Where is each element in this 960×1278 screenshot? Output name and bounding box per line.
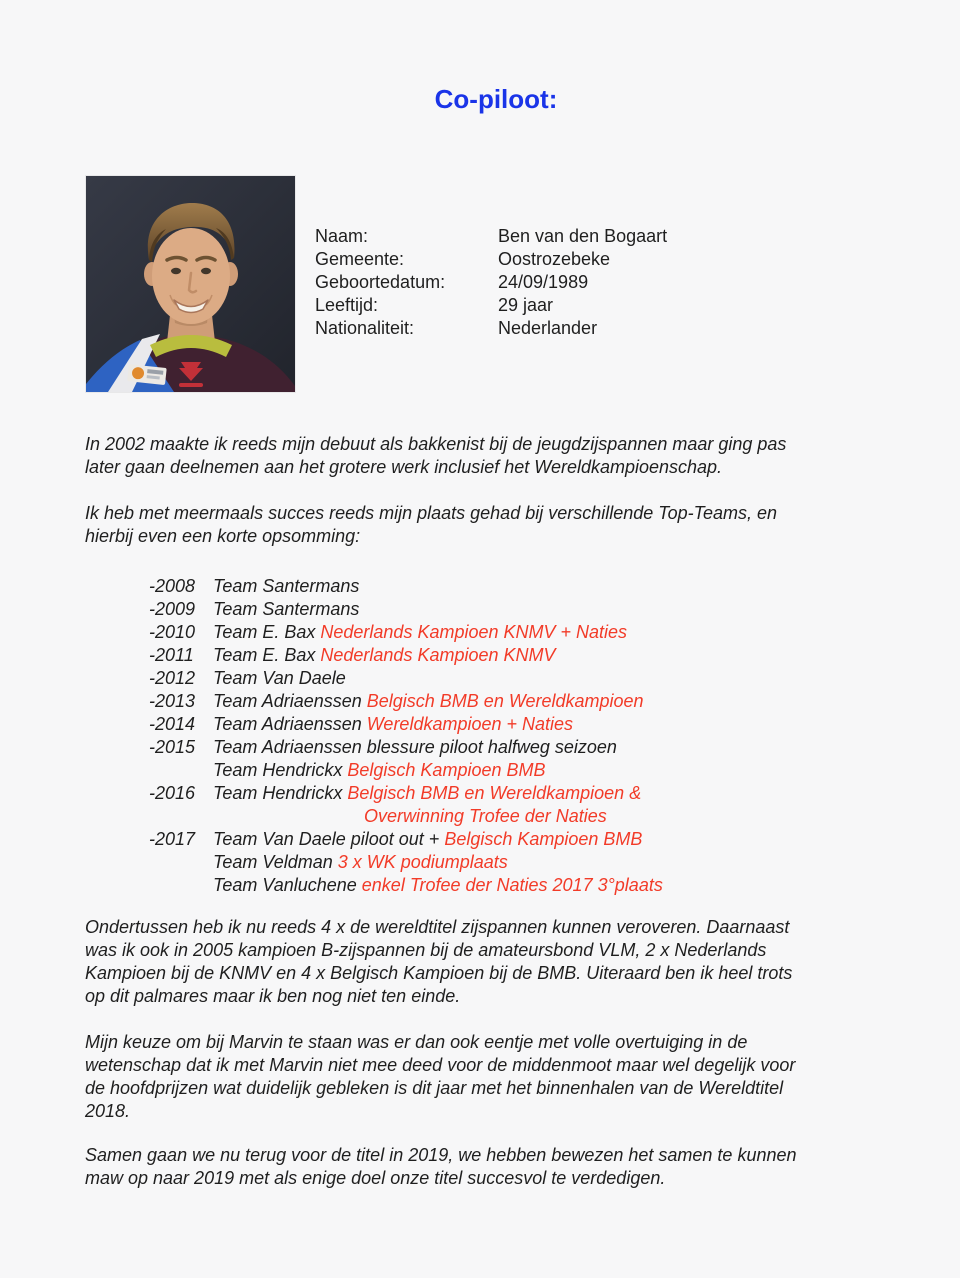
paragraph-line: later gaan deelnemen aan het grotere werk inclusief het Wereldkampioenschap. — [85, 457, 723, 477]
paragraph-marvin-choice — [85, 1031, 795, 1123]
career-year: -2011 — [149, 645, 194, 665]
page-title: Co-piloot: — [434, 84, 558, 114]
career-row — [149, 575, 663, 598]
career-team: Team Van Daele — [213, 668, 346, 688]
career-award: Belgisch BMB en Wereldkampioen — [366, 691, 644, 711]
career-year: -2015 — [149, 737, 196, 757]
paragraph-line: maw op naar 2019 met als enige doel onze titel succesvol te verdedigen. — [85, 1168, 666, 1188]
paragraph-teams-intro — [85, 502, 777, 548]
career-year — [149, 759, 213, 782]
career-year: -2008 — [149, 576, 196, 596]
profile-label-geboortedatum: Geboortedatum: — [315, 272, 446, 292]
career-year: -2009 — [149, 599, 196, 619]
career-year: -2010 — [149, 622, 196, 642]
career-award: Wereldkampioen + Naties — [366, 714, 574, 734]
career-team: Team Adriaenssen — [213, 691, 362, 711]
profile-row — [315, 248, 667, 271]
career-team: Team Van Daele piloot out + — [213, 829, 440, 849]
profile-row — [315, 294, 667, 317]
profile-value-naam: Ben van den Bogaart — [498, 226, 668, 246]
paragraph-debut — [85, 433, 786, 479]
profile-label-naam: Naam: — [315, 226, 369, 246]
paragraph-palmares — [85, 916, 792, 1008]
paragraph-line: was ik ook in 2005 kampioen B-zijspannen bij de amateursbond VLM, 2 x Nederlands — [85, 940, 767, 960]
portrait-illustration — [86, 176, 295, 392]
profile-value-gemeente: Oostrozebeke — [498, 249, 611, 269]
paragraph-line: hierbij even een korte opsomming: — [85, 526, 361, 546]
career-award: Belgisch BMB en Wereldkampioen & — [347, 783, 642, 803]
career-year — [149, 851, 213, 874]
career-row — [149, 667, 663, 690]
profile-value-nationaliteit: Nederlander — [498, 318, 598, 338]
career-row — [149, 598, 663, 621]
career-row — [149, 759, 663, 782]
career-row — [149, 851, 663, 874]
co-pilot-photo — [86, 176, 295, 392]
paragraph-line: wetenschap dat ik met Marvin niet mee deed voor de middenmoot maar wel degelijk voor — [85, 1055, 796, 1075]
career-team: Team Santermans — [213, 576, 360, 596]
career-year: -2016 — [149, 783, 196, 803]
profile-label-leeftijd: Leeftijd: — [315, 295, 379, 315]
career-team: Team Adriaenssen blessure piloot halfweg seizoen — [213, 737, 617, 757]
profile-info — [315, 225, 667, 340]
career-row — [149, 644, 663, 667]
profile-row — [315, 225, 667, 248]
career-award: Overwinning Trofee der Naties — [364, 806, 607, 826]
career-row-continuation — [149, 805, 663, 828]
profile-value-geboortedatum: 24/09/1989 — [498, 272, 589, 292]
career-year: -2014 — [149, 714, 196, 734]
career-year: -2017 — [149, 829, 196, 849]
career-row — [149, 828, 663, 851]
career-list — [149, 575, 663, 897]
profile-row — [315, 271, 667, 294]
career-team: Team E. Bax — [213, 645, 316, 665]
career-award: Nederlands Kampioen KNMV — [320, 645, 556, 665]
career-team: Team Hendrickx — [213, 783, 343, 803]
paragraph-line: Ondertussen heb ik nu reeds 4 x de wereldtitel zijspannen kunnen veroveren. Daarnaast — [85, 917, 790, 937]
paragraph-line: Mijn keuze om bij Marvin te staan was er dan ook eentje met volle overtuiging in de — [85, 1032, 748, 1052]
paragraph-line: op dit palmares maar ik ben nog niet ten einde. — [85, 986, 461, 1006]
career-award: Nederlands Kampioen KNMV + Naties — [320, 622, 628, 642]
career-award: Belgisch Kampioen BMB — [347, 760, 546, 780]
career-team: Team Veldman — [213, 852, 333, 872]
paragraph-line: Ik heb met meermaals succes reeds mijn plaats gehad bij verschillende Top-Teams, en — [85, 503, 778, 523]
paragraph-line: In 2002 maakte ik reeds mijn debuut als bakkenist bij de jeugdzijspannen maar ging pas — [85, 434, 787, 454]
career-team: Team Vanluchene — [213, 875, 357, 895]
career-award: enkel Trofee der Naties 2017 3°plaats — [361, 875, 663, 895]
profile-row — [315, 317, 667, 340]
career-team: Team Santermans — [213, 599, 360, 619]
career-award: 3 x WK podiumplaats — [337, 852, 508, 872]
career-team: Team E. Bax — [213, 622, 316, 642]
profile-value-leeftijd: 29 jaar — [498, 295, 554, 315]
paragraph-2019-goal — [85, 1144, 797, 1190]
paragraph-line: Samen gaan we nu terug voor de titel in 2019, we hebben bewezen het samen te kunnen — [85, 1145, 797, 1165]
career-row — [149, 736, 663, 759]
profile-label-nationaliteit: Nationaliteit: — [315, 318, 415, 338]
paragraph-line: de hoofdprijzen wat duidelijk gebleken is dit jaar met het binnenhalen van de Wereldtitel — [85, 1078, 784, 1098]
career-row — [149, 874, 663, 897]
career-year: -2013 — [149, 691, 196, 711]
career-year — [295, 805, 359, 828]
career-row — [149, 690, 663, 713]
paragraph-line: 2018. — [85, 1101, 131, 1121]
career-row — [149, 782, 663, 805]
career-row — [149, 713, 663, 736]
career-award: Belgisch Kampioen BMB — [444, 829, 643, 849]
career-row — [149, 621, 663, 644]
career-team: Team Adriaenssen — [213, 714, 362, 734]
paragraph-line: Kampioen bij de KNMV en 4 x Belgisch Kampioen bij de BMB. Uiteraard ben ik heel trots — [85, 963, 793, 983]
career-team: Team Hendrickx — [213, 760, 343, 780]
career-year — [149, 874, 213, 897]
profile-label-gemeente: Gemeente: — [315, 249, 405, 269]
career-year: -2012 — [149, 668, 196, 688]
